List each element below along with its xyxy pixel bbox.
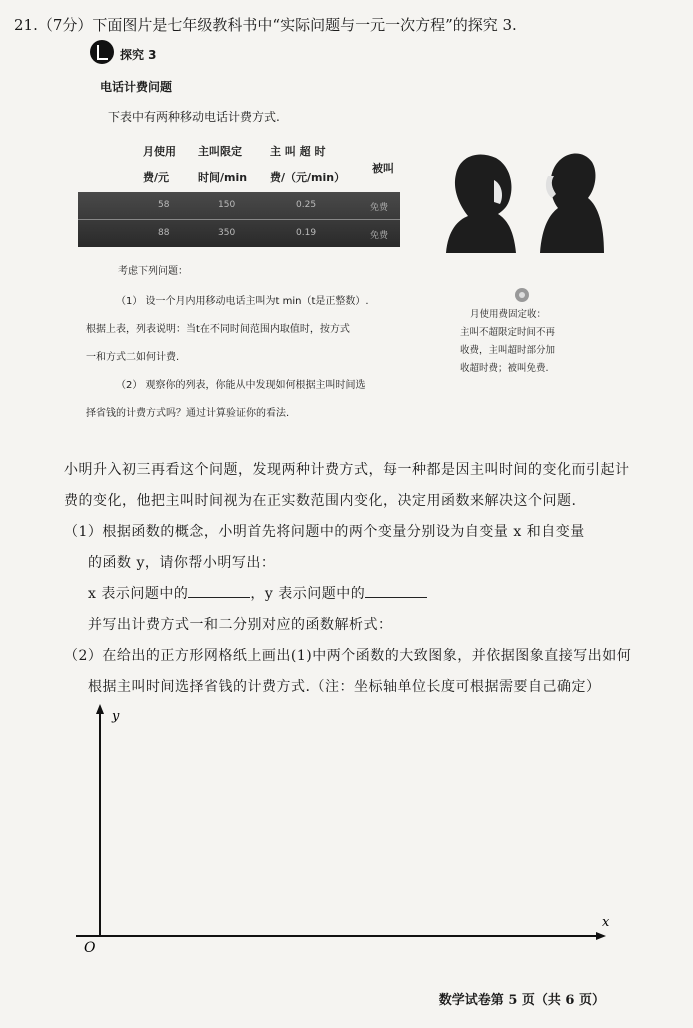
- x-axis-label: x: [602, 915, 610, 930]
- x-meaning-label: x 表示问题中的: [88, 586, 189, 602]
- x-axis-arrow: [596, 932, 606, 940]
- table-header-text: 被叫: [372, 162, 394, 175]
- explore-badge-icon: [90, 40, 114, 64]
- table-cell: 免费: [370, 203, 389, 213]
- question-title: 21.（7分）下面图片是七年级教科书中“实际问题与一元一次方程”的探究 3.: [14, 16, 517, 34]
- note-line: 收费，主叫超时部分加: [460, 345, 556, 356]
- y-axis-arrow: [96, 704, 104, 714]
- note-line: 月使用费固定收：: [470, 309, 547, 320]
- y-meaning-blank[interactable]: [365, 585, 427, 598]
- inset-title: 探究 3: [120, 48, 157, 62]
- fee-table-body: [78, 192, 400, 247]
- questions-heading: 考虑下列问题：: [118, 266, 188, 277]
- inset-subtitle: 电话计费问题: [100, 80, 173, 94]
- y-meaning-label: ，y 表示问题中的: [250, 586, 366, 602]
- table-cell: 88: [158, 228, 170, 238]
- inset-q2-line2: 择省钱的计费方式吗？通过计算验证你的看法.: [86, 408, 290, 419]
- pin-icon: [510, 286, 534, 304]
- table-cell: 0.25: [296, 200, 317, 210]
- part1-line3: [88, 583, 427, 603]
- table-header-text: 月使用: [143, 145, 176, 158]
- table-header-text: 时间/min: [198, 171, 248, 184]
- table-header-text: 费/（元/min）: [270, 171, 346, 184]
- table-header-callee: [372, 160, 394, 176]
- table-header-overtime: [270, 139, 345, 191]
- table-header-limit: [198, 139, 247, 191]
- page-footer: 数学试卷第 5 页（共 6 页）: [438, 993, 605, 1008]
- table-header-text: 费/元: [143, 171, 170, 184]
- para1-line1: 小明升入初三再看这个问题，发现两种计费方式，每一种都是因主叫时间的变化而引起计: [64, 462, 630, 478]
- y-axis-label: y: [112, 709, 120, 724]
- coordinate-axes[interactable]: [70, 700, 630, 970]
- phone-users-illustration: [438, 140, 610, 255]
- origin-label: O: [84, 940, 96, 956]
- part1-line2: 的函数 y，请你帮小明写出：: [88, 555, 276, 571]
- table-cell: 免费: [370, 231, 389, 241]
- fee-note: [460, 306, 555, 378]
- table-cell: 150: [218, 200, 236, 210]
- part2-line1: （2）在给出的正方形网格纸上画出(1)中两个函数的大致图象，并依据图象直接写出如何: [64, 648, 632, 664]
- inset-q2-line1: （2） 观察你的列表，你能从中发现如何根据主叫时间选: [116, 380, 366, 391]
- table-header-fee: [143, 139, 176, 191]
- part1-line1: （1）根据函数的概念，小明首先将问题中的两个变量分别设为自变量 x 和自变量: [64, 524, 585, 540]
- part1-line4: 并写出计费方式一和二分别对应的函数解析式：: [88, 617, 393, 633]
- table-header-text: 主 叫 超 时: [270, 145, 326, 158]
- inset-q1-line3: 一和方式二如何计费.: [86, 352, 180, 363]
- para1-line2: 费的变化，他把主叫时间视为在正实数范围内变化，决定用函数来解决这个问题.: [64, 493, 577, 509]
- part2-line2: 根据主叫时间选择省钱的计费方式.（注：坐标轴单位长度可根据需要自己确定）: [88, 679, 601, 695]
- note-line: 主叫不超限定时间不再: [460, 327, 556, 338]
- inset-q1-line2: 根据上表，列表说明：当t在不同时间范围内取值时，按方式: [86, 324, 350, 335]
- note-line: 收超时费；被叫免费.: [460, 363, 549, 374]
- inset-intro: 下表中有两种移动电话计费方式.: [108, 110, 280, 124]
- x-meaning-blank[interactable]: [188, 585, 250, 598]
- table-cell: 58: [158, 200, 170, 210]
- table-header-text: 主叫限定: [198, 145, 242, 158]
- table-cell: 0.19: [296, 228, 317, 238]
- table-cell: 350: [218, 228, 236, 238]
- inset-q1-line1: （1） 设一个月内用移动电话主叫为t min（t是正整数）.: [116, 296, 369, 307]
